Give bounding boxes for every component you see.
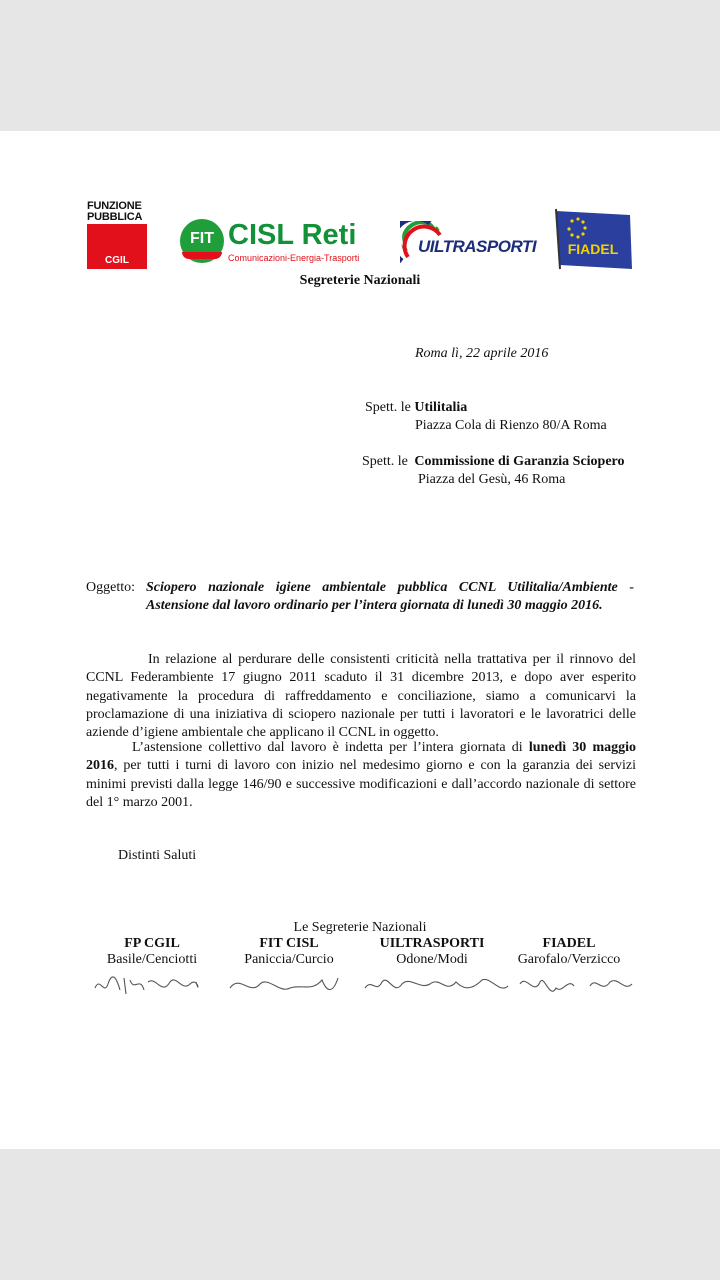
- fp-cgil-logo: [87, 201, 147, 269]
- sig-names-fiadel: Garofalo/Verzicco: [517, 952, 621, 967]
- date-line: Roma lì, 22 aprile 2016: [415, 346, 549, 361]
- recipient-1-address: Piazza Cola di Rienzo 80/A Roma: [415, 418, 607, 433]
- signature-col-fiadel: [508, 936, 630, 968]
- sig-names-fp-cgil: Basile/Cenciotti: [106, 952, 198, 967]
- sig-org-fp-cgil: FP CGIL: [124, 936, 180, 951]
- body-p2-date: lunedì 30 maggio 2016: [86, 740, 637, 774]
- recipient-1: [365, 399, 467, 417]
- closing: Distinti Saluti: [118, 848, 197, 863]
- recipient-2-address: Piazza del Gesù, 46 Roma: [418, 472, 566, 487]
- fp-logo-line1: FUNZIONE: [87, 200, 142, 212]
- recipient-2: [362, 453, 625, 471]
- subject-line1: Sciopero nazionale igiene ambientale pubblica CCNL Utilitalia/Ambiente -: [146, 580, 634, 595]
- uiltrasporti-title: UILTRASPORTI: [418, 237, 537, 256]
- uiltrasporti-logo: [400, 215, 537, 271]
- handwritten-signatures: [90, 966, 635, 1006]
- recipient-1-name: Utilitalia: [414, 400, 468, 415]
- body-p2-start: L’astensione collettivo dal lavoro è indetta per l’intera giornata di: [132, 740, 529, 755]
- fit-cisl-logo: [180, 219, 360, 269]
- signature-col-fp-cgil: [92, 936, 212, 968]
- signatures-heading: Le Segreterie Nazionali: [293, 920, 427, 935]
- fiadel-title: FIADEL: [567, 241, 619, 257]
- recipient-1-prefix: Spett. le: [365, 400, 411, 415]
- org-title: Segreterie Nazionali: [299, 273, 421, 288]
- sig-org-uiltrasporti: UILTRASPORTI: [379, 936, 485, 951]
- signature-col-fit-cisl: [229, 936, 349, 968]
- fp-logo-red-block: [87, 224, 147, 269]
- fiadel-logo: [552, 207, 634, 271]
- recipient-2-prefix: Spett. le: [362, 454, 408, 469]
- fit-badge-band: [182, 252, 222, 259]
- sig-org-fit-cisl: FIT CISL: [259, 936, 319, 951]
- signature-col-uiltrasporti: [370, 936, 494, 968]
- sig-names-fit-cisl: Paniccia/Curcio: [244, 952, 334, 967]
- fit-badge-text: FIT: [190, 230, 214, 247]
- fit-badge: [180, 219, 224, 263]
- sig-names-uiltrasporti: Odone/Modi: [396, 952, 468, 967]
- recipient-2-name: Commissione di Garanzia Sciopero: [414, 454, 625, 469]
- subject-label: Oggetto:: [86, 580, 135, 595]
- cisl-reti-subtitle: Comunicazioni-Energia-Trasporti: [228, 253, 360, 263]
- subject-line2: Astensione dal lavoro ordinario per l’intera giornata di lunedì 30 maggio 2016.: [146, 598, 603, 613]
- fiadel-flag-icon: [552, 207, 634, 271]
- fp-logo-line2: PUBBLICA: [87, 211, 143, 223]
- body-paragraph-1: In relazione al perdurare delle consistenti criticità nella trattativa per il rinnovo del CCNL Federambiente 17 giugno 2011 scaduto il 31 dicembre 2013, e dopo aver esperito negativamente la procedura di raffreddamento e conciliazione, siamo a comunicarvi la proclamazione di una iniziativa di sciopero nazionale per tutti i lavoratori e le lavoratrici delle aziende d’igiene ambientale che applicano il CCNL in oggetto.: [86, 652, 636, 741]
- body-p2-end: , per tutti i turni di lavoro con inizio nel medesimo giorno e con la garanzia dei servizi minimi previsti dalla legge 146/90 e successive modificazioni e dall’accordo nazionale di settore del 1° marzo 2001.: [86, 758, 636, 810]
- cisl-reti-title: CISL Reti: [228, 219, 357, 251]
- sig-org-fiadel: FIADEL: [542, 936, 596, 951]
- fp-logo-mark: CGIL: [105, 255, 129, 266]
- letter-page: [0, 131, 720, 1149]
- body-paragraph-2: [86, 739, 636, 812]
